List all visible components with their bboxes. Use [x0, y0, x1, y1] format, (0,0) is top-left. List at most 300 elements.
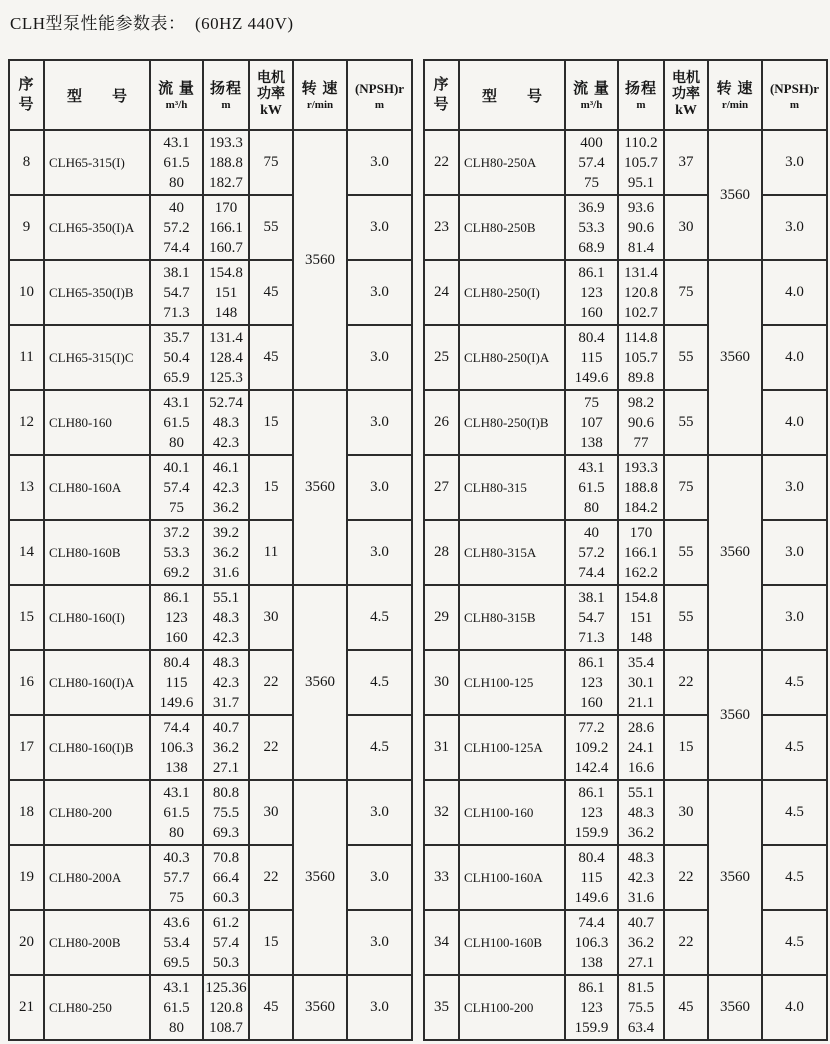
cell-flow-value: 86.1	[578, 654, 605, 671]
cell-flow	[565, 975, 618, 1040]
cell-serial: 8	[9, 130, 44, 195]
cell-head	[618, 715, 664, 780]
pump-table-right	[423, 59, 828, 1041]
cell-flow-value: 149.6	[574, 369, 609, 386]
cell-flow-value: 138	[165, 759, 188, 776]
cell-flow-value: 159.9	[574, 1019, 609, 1036]
cell-head	[618, 390, 664, 455]
cell-flow	[150, 130, 203, 195]
cell-flow-value: 75	[169, 499, 184, 516]
cell-speed: 3560	[708, 130, 762, 260]
cell-head-value: 42.3	[212, 674, 240, 691]
cell-serial: 13	[9, 455, 44, 520]
cell-flow	[150, 845, 203, 910]
cell-head-value: 166.1	[624, 544, 658, 561]
cell-head-value: 125.3	[209, 369, 243, 386]
cell-flow-value: 57.7	[163, 869, 190, 886]
cell-model: CLH80-315B	[459, 585, 565, 650]
col-header-speed: 转 速 r/min	[708, 60, 762, 130]
cell-flow-value: 54.7	[578, 609, 605, 626]
cell-head-value: 98.2	[627, 394, 655, 411]
col-header-npsh: (NPSH)r m	[347, 60, 412, 130]
cell-model: CLH80-160(I)A	[44, 650, 150, 715]
table-row	[9, 390, 412, 455]
cell-power: 45	[249, 325, 293, 390]
cell-flow-value: 35.7	[163, 329, 190, 346]
table-row	[9, 715, 412, 780]
cell-head-value: 31.6	[212, 564, 240, 581]
cell-power: 55	[249, 195, 293, 260]
cell-serial: 25	[424, 325, 459, 390]
cell-model: CLH80-160A	[44, 455, 150, 520]
cell-serial: 20	[9, 910, 44, 975]
cell-head	[203, 520, 249, 585]
cell-flow-value: 53.4	[163, 934, 190, 951]
cell-flow-value: 159.9	[574, 824, 609, 841]
table-row	[9, 260, 412, 325]
cell-speed: 3560	[708, 455, 762, 650]
cell-npsh: 3.0	[347, 975, 412, 1040]
cell-flow-value: 57.4	[578, 154, 605, 171]
cell-model: CLH80-250A	[459, 130, 565, 195]
cell-npsh: 3.0	[347, 780, 412, 845]
cell-head	[618, 975, 664, 1040]
cell-flow	[565, 585, 618, 650]
cell-flow-value: 43.1	[163, 784, 190, 801]
col-header-flow: 流 量 m³/h	[150, 60, 203, 130]
cell-flow-value: 160	[165, 629, 188, 646]
cell-flow	[565, 390, 618, 455]
cell-flow-value: 107	[580, 414, 603, 431]
cell-flow-value: 43.1	[163, 134, 190, 151]
cell-flow-value: 106.3	[574, 934, 609, 951]
cell-power: 55	[664, 585, 708, 650]
table-row	[424, 975, 827, 1040]
cell-flow-value: 61.5	[163, 999, 190, 1016]
cell-flow	[565, 650, 618, 715]
cell-head	[203, 455, 249, 520]
cell-flow	[150, 780, 203, 845]
cell-head-value: 154.8	[624, 589, 658, 606]
cell-power: 30	[664, 195, 708, 260]
cell-head	[203, 845, 249, 910]
cell-flow-value: 43.6	[163, 914, 190, 931]
cell-npsh: 3.0	[347, 195, 412, 260]
col-header-npsh: (NPSH)r m	[762, 60, 827, 130]
table-row	[9, 455, 412, 520]
cell-flow-value: 61.5	[163, 414, 190, 431]
cell-power: 30	[249, 780, 293, 845]
cell-flow	[150, 650, 203, 715]
table-body-left	[9, 130, 412, 1040]
cell-head-value: 40.7	[627, 914, 655, 931]
cell-flow-value: 50.4	[163, 349, 190, 366]
cell-flow	[565, 520, 618, 585]
cell-head-value: 193.3	[209, 134, 243, 151]
page-title: CLH型泵性能参数表： (60HZ 440V)	[10, 14, 294, 33]
cell-power: 30	[664, 780, 708, 845]
cell-npsh: 3.0	[762, 455, 827, 520]
col-header-speed: 转 速 r/min	[293, 60, 347, 130]
cell-head-value: 36.2	[212, 499, 240, 516]
cell-power: 30	[249, 585, 293, 650]
cell-head-value: 151	[214, 284, 238, 301]
cell-head	[618, 260, 664, 325]
cell-head-value: 182.7	[209, 174, 243, 191]
cell-head-value: 31.7	[212, 694, 240, 711]
cell-head-value: 42.3	[627, 869, 655, 886]
table-row	[9, 845, 412, 910]
cell-power: 15	[249, 910, 293, 975]
cell-power: 55	[664, 325, 708, 390]
cell-head-value: 114.8	[624, 329, 658, 346]
cell-head-value: 60.3	[212, 889, 240, 906]
cell-head-value: 21.1	[627, 694, 655, 711]
cell-head-value: 42.3	[212, 434, 240, 451]
cell-serial: 22	[424, 130, 459, 195]
table-header-left	[9, 60, 412, 130]
cell-flow-value: 74.4	[163, 719, 190, 736]
cell-power: 45	[249, 975, 293, 1040]
cell-flow-value: 57.2	[578, 544, 605, 561]
cell-flow-value: 80	[169, 824, 184, 841]
cell-flow	[565, 455, 618, 520]
cell-model: CLH80-315	[459, 455, 565, 520]
cell-serial: 11	[9, 325, 44, 390]
cell-speed: 3560	[708, 780, 762, 975]
cell-model: CLH100-200	[459, 975, 565, 1040]
cell-flow-value: 40	[584, 524, 599, 541]
cell-flow-value: 69.2	[163, 564, 190, 581]
cell-head-value: 93.6	[627, 199, 655, 216]
cell-flow-value: 43.1	[578, 459, 605, 476]
cell-head-value: 105.7	[624, 154, 658, 171]
cell-head	[618, 520, 664, 585]
cell-head-value: 48.3	[627, 804, 655, 821]
cell-head-value: 30.1	[627, 674, 655, 691]
cell-model: CLH80-315A	[459, 520, 565, 585]
cell-speed: 3560	[708, 975, 762, 1040]
cell-head	[618, 910, 664, 975]
cell-power: 22	[664, 845, 708, 910]
cell-head-value: 160.7	[209, 239, 243, 256]
table-row	[9, 130, 412, 195]
cell-head-value: 128.4	[209, 349, 243, 366]
cell-power: 22	[249, 650, 293, 715]
cell-head-value: 27.1	[627, 954, 655, 971]
cell-head	[618, 325, 664, 390]
tables-container	[8, 59, 822, 1041]
header-row	[424, 60, 827, 130]
cell-power: 15	[664, 715, 708, 780]
cell-flow-value: 80.4	[578, 849, 605, 866]
cell-speed: 3560	[708, 260, 762, 455]
cell-head-value: 75.5	[212, 804, 240, 821]
table-row	[424, 455, 827, 520]
cell-flow-value: 40.1	[163, 459, 190, 476]
cell-flow-value: 36.9	[578, 199, 605, 216]
cell-speed: 3560	[293, 390, 347, 585]
cell-npsh: 4.5	[762, 715, 827, 780]
cell-flow-value: 149.6	[574, 889, 609, 906]
cell-head-value: 39.2	[212, 524, 240, 541]
cell-flow-value: 86.1	[163, 589, 190, 606]
cell-power: 75	[664, 455, 708, 520]
cell-head-value: 66.4	[212, 869, 240, 886]
cell-head	[203, 260, 249, 325]
cell-speed: 3560	[708, 650, 762, 780]
cell-flow-value: 106.3	[159, 739, 194, 756]
table-row	[9, 650, 412, 715]
cell-model: CLH80-250(I)A	[459, 325, 565, 390]
cell-npsh: 4.5	[762, 910, 827, 975]
cell-head-value: 170	[214, 199, 238, 216]
cell-flow	[150, 390, 203, 455]
cell-flow-value: 80	[169, 174, 184, 191]
cell-flow-value: 138	[580, 434, 603, 451]
cell-head-value: 77	[633, 434, 649, 451]
cell-npsh: 3.0	[347, 520, 412, 585]
cell-npsh: 4.0	[762, 260, 827, 325]
cell-head-value: 162.2	[624, 564, 658, 581]
cell-head-value: 36.2	[212, 544, 240, 561]
cell-flow	[150, 325, 203, 390]
table-row	[424, 585, 827, 650]
cell-flow-value: 80.4	[163, 654, 190, 671]
cell-flow-value: 80	[584, 499, 599, 516]
cell-power: 37	[664, 130, 708, 195]
cell-head-value: 69.3	[212, 824, 240, 841]
cell-head-value: 151	[629, 609, 653, 626]
cell-head-value: 193.3	[624, 459, 658, 476]
cell-model: CLH80-200B	[44, 910, 150, 975]
cell-flow-value: 115	[580, 869, 603, 886]
table-header-right	[424, 60, 827, 130]
pump-table-left	[8, 59, 413, 1041]
table-row	[424, 780, 827, 845]
cell-npsh: 3.0	[347, 455, 412, 520]
cell-flow	[150, 195, 203, 260]
cell-flow-value: 71.3	[578, 629, 605, 646]
cell-head-value: 170	[629, 524, 653, 541]
table-row	[9, 325, 412, 390]
cell-flow-value: 160	[580, 694, 603, 711]
cell-flow	[565, 325, 618, 390]
cell-npsh: 4.5	[347, 650, 412, 715]
cell-serial: 16	[9, 650, 44, 715]
cell-model: CLH80-160(I)	[44, 585, 150, 650]
cell-flow	[565, 260, 618, 325]
cell-head-value: 166.1	[209, 219, 243, 236]
cell-head-value: 120.8	[209, 999, 243, 1016]
cell-power: 15	[249, 455, 293, 520]
cell-flow-value: 149.6	[159, 694, 194, 711]
cell-serial: 19	[9, 845, 44, 910]
cell-npsh: 4.0	[762, 325, 827, 390]
col-header-flow: 流 量 m³/h	[565, 60, 618, 130]
cell-flow-value: 123	[580, 674, 603, 691]
cell-power: 55	[664, 520, 708, 585]
table-row	[424, 520, 827, 585]
cell-flow-value: 123	[580, 804, 603, 821]
col-header-serial: 序 号	[9, 60, 44, 130]
cell-head	[203, 585, 249, 650]
cell-npsh: 3.0	[762, 130, 827, 195]
header-row	[9, 60, 412, 130]
cell-head	[618, 845, 664, 910]
cell-head	[203, 325, 249, 390]
cell-head-value: 48.3	[212, 414, 240, 431]
table-row	[424, 390, 827, 455]
cell-flow-value: 74.4	[163, 239, 190, 256]
cell-head	[618, 455, 664, 520]
cell-head	[203, 715, 249, 780]
cell-serial: 30	[424, 650, 459, 715]
cell-power: 45	[249, 260, 293, 325]
cell-npsh: 4.5	[762, 780, 827, 845]
cell-power: 55	[664, 390, 708, 455]
cell-flow-value: 115	[580, 349, 603, 366]
cell-head-value: 42.3	[212, 479, 240, 496]
cell-flow-value: 138	[580, 954, 603, 971]
cell-head-value: 81.4	[627, 239, 655, 256]
cell-flow-value: 65.9	[163, 369, 190, 386]
cell-flow-value: 43.1	[163, 979, 190, 996]
cell-model: CLH80-160(I)B	[44, 715, 150, 780]
cell-head	[203, 195, 249, 260]
cell-serial: 34	[424, 910, 459, 975]
cell-flow	[150, 975, 203, 1040]
cell-serial: 29	[424, 585, 459, 650]
cell-speed: 3560	[293, 130, 347, 390]
cell-flow	[150, 910, 203, 975]
cell-head-value: 81.5	[627, 979, 655, 996]
cell-serial: 10	[9, 260, 44, 325]
table-row	[424, 325, 827, 390]
cell-serial: 33	[424, 845, 459, 910]
cell-power: 15	[249, 390, 293, 455]
cell-head-value: 120.8	[624, 284, 658, 301]
cell-serial: 14	[9, 520, 44, 585]
cell-power: 11	[249, 520, 293, 585]
cell-head-value: 125.36	[205, 979, 247, 996]
cell-speed: 3560	[293, 975, 347, 1040]
cell-model: CLH65-315(I)C	[44, 325, 150, 390]
cell-flow-value: 142.4	[574, 759, 609, 776]
cell-npsh: 4.5	[347, 715, 412, 780]
cell-power: 75	[664, 260, 708, 325]
cell-head-value: 48.3	[212, 654, 240, 671]
cell-head-value: 55.1	[627, 784, 655, 801]
cell-head-value: 90.6	[627, 414, 655, 431]
cell-head	[618, 780, 664, 845]
cell-flow-value: 37.2	[163, 524, 190, 541]
cell-head-value: 31.6	[627, 889, 655, 906]
cell-npsh: 4.5	[347, 585, 412, 650]
cell-head	[203, 130, 249, 195]
cell-flow-value: 115	[165, 674, 188, 691]
cell-head-value: 36.2	[212, 739, 240, 756]
cell-flow	[150, 455, 203, 520]
col-header-power: 电机 功率 kW	[249, 60, 293, 130]
cell-head-value: 80.8	[212, 784, 240, 801]
cell-serial: 12	[9, 390, 44, 455]
table-row	[9, 975, 412, 1040]
cell-flow-value: 71.3	[163, 304, 190, 321]
cell-head	[203, 975, 249, 1040]
cell-serial: 35	[424, 975, 459, 1040]
table-row	[424, 845, 827, 910]
cell-head-value: 89.8	[627, 369, 655, 386]
cell-flow-value: 75	[584, 394, 599, 411]
cell-npsh: 3.0	[347, 325, 412, 390]
cell-power: 22	[664, 650, 708, 715]
cell-flow-value: 61.5	[578, 479, 605, 496]
cell-head-value: 28.6	[627, 719, 655, 736]
cell-flow	[150, 260, 203, 325]
cell-head-value: 110.2	[624, 134, 658, 151]
cell-model: CLH80-200	[44, 780, 150, 845]
cell-npsh: 4.0	[762, 975, 827, 1040]
cell-flow-value: 80	[169, 434, 184, 451]
cell-head-value: 35.4	[627, 654, 655, 671]
cell-flow-value: 74.4	[578, 564, 605, 581]
cell-npsh: 3.0	[762, 195, 827, 260]
cell-flow	[150, 715, 203, 780]
cell-flow	[565, 845, 618, 910]
cell-flow	[565, 910, 618, 975]
col-header-model: 型 号	[459, 60, 565, 130]
cell-serial: 27	[424, 455, 459, 520]
cell-model: CLH65-350(I)B	[44, 260, 150, 325]
cell-model: CLH80-250(I)B	[459, 390, 565, 455]
cell-flow-value: 80	[169, 1019, 184, 1036]
cell-head-value: 48.3	[212, 609, 240, 626]
cell-npsh: 3.0	[347, 845, 412, 910]
cell-head-value: 16.6	[627, 759, 655, 776]
cell-flow-value: 74.4	[578, 914, 605, 931]
table-row	[424, 195, 827, 260]
cell-head-value: 188.8	[624, 479, 658, 496]
cell-head-value: 36.2	[627, 934, 655, 951]
cell-flow-value: 38.1	[163, 264, 190, 281]
cell-serial: 9	[9, 195, 44, 260]
cell-flow-value: 69.5	[163, 954, 190, 971]
cell-head	[618, 585, 664, 650]
table-row	[424, 650, 827, 715]
cell-flow-value: 123	[580, 284, 603, 301]
cell-power: 22	[664, 910, 708, 975]
cell-serial: 18	[9, 780, 44, 845]
cell-flow-value: 54.7	[163, 284, 190, 301]
cell-head-value: 70.8	[212, 849, 240, 866]
cell-npsh: 3.0	[347, 390, 412, 455]
table-row	[9, 520, 412, 585]
cell-head-value: 52.74	[209, 394, 243, 411]
cell-head-value: 188.8	[209, 154, 243, 171]
cell-head-value: 102.7	[624, 304, 658, 321]
table-row	[424, 910, 827, 975]
cell-flow-value: 123	[580, 999, 603, 1016]
table-row	[9, 780, 412, 845]
cell-flow	[150, 520, 203, 585]
cell-flow-value: 75	[584, 174, 599, 191]
cell-model: CLH100-160	[459, 780, 565, 845]
cell-power: 22	[249, 715, 293, 780]
cell-head-value: 48.3	[627, 849, 655, 866]
cell-head-value: 184.2	[624, 499, 658, 516]
cell-model: CLH80-160B	[44, 520, 150, 585]
